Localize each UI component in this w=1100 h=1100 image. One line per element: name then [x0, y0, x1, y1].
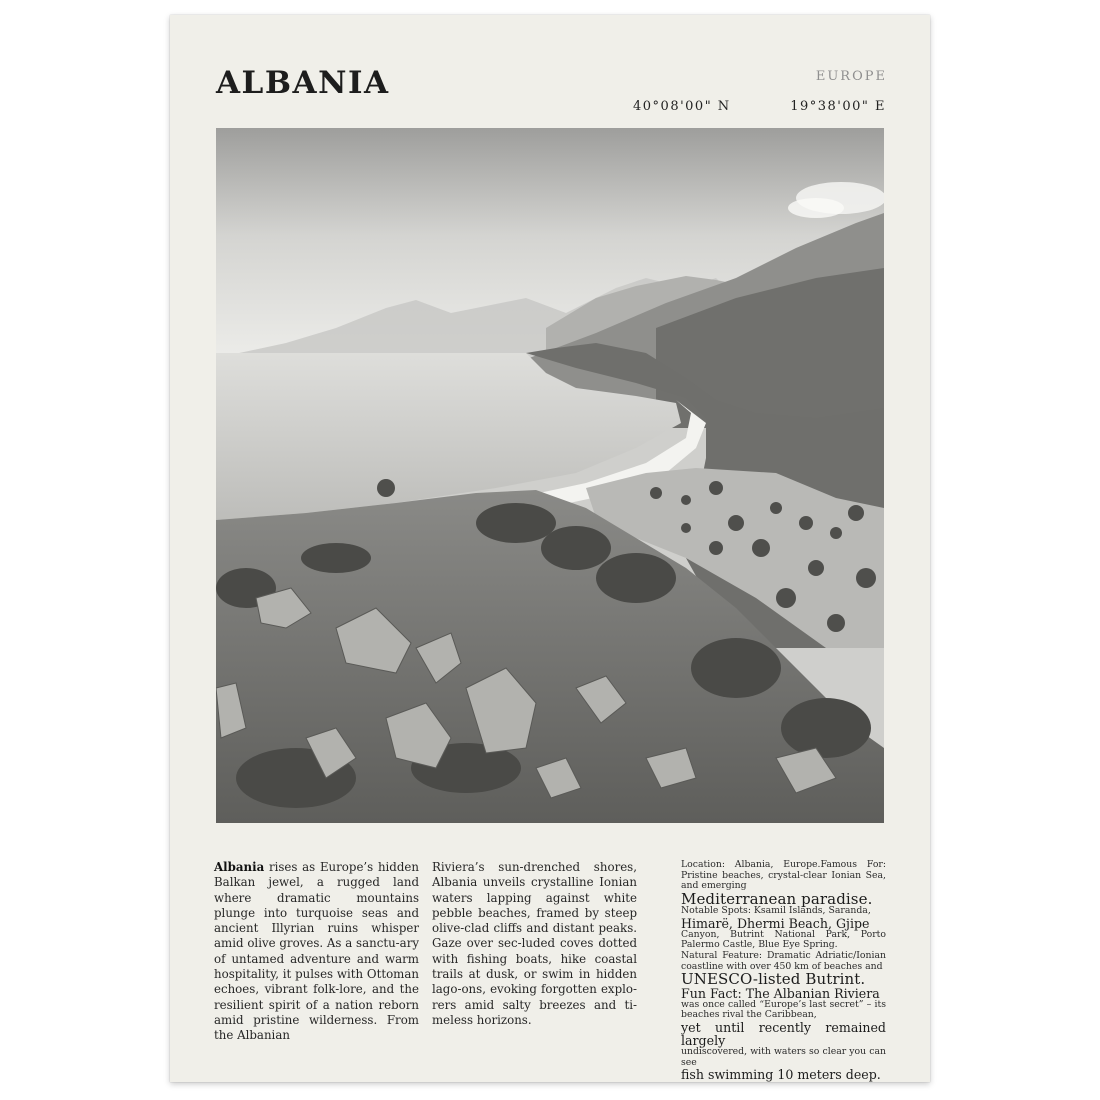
poster	[170, 15, 930, 1082]
description-column-2	[432, 860, 637, 1050]
facts-column	[681, 859, 886, 1083]
facts-natural-feature: Natural Feature: Dramatic Adriatic/Ionian coastline with over 450 km of beaches and	[681, 950, 886, 972]
facts-spots: Notable Spots: Ksamil Islands, Saranda,	[681, 905, 871, 917]
country-title: ALBANIA	[216, 65, 390, 101]
facts-fun-fact-3: undiscovered, with waters so clear you can see	[681, 1045, 886, 1068]
facts-fun-fact-4: fish swimming 10 meters deep.	[681, 1067, 881, 1083]
facts-fun-fact-2: yet until recently remained largely	[681, 1019, 886, 1048]
landscape-photo	[216, 128, 884, 823]
region-label: EUROPE	[815, 69, 887, 84]
coastline-illustration	[216, 128, 884, 823]
facts-fun-fact-label: Fun Fact: The Albanian Riviera	[681, 985, 880, 1001]
facts-fun-fact-1: was once called “Europe’s last secret” – its beaches rival the Caribbean,	[681, 998, 886, 1021]
description-text-2: Riviera’s sun-drenched shores, Albania unveils crystalline Ionian waters lapping against white pebble beaches, framed by steep olive-clad cliffs and distant peaks. Gaze over sec-luded coves dotted with fishing boats, hike coastal trails at dusk, or swim in hidden lago-ons, evoking forgotten explo-rers amid salty breezes and ti-meless horizons.	[432, 860, 637, 1027]
facts-spots-highlight: Himarë, Dhermi Beach, Gjipe	[681, 915, 870, 931]
description-text-1: rises as Europe’s hidden Balkan jewel, a rugged land where dramatic mountains plunge into turquoise seas and ancient Illyrian ruins whisper amid olive groves. As a sanctu-ary of untamed adventure and warm hospitality, it pulses with Ottoman echoes, vibrant folk-lore, and the resilient spirit of a nation reborn amid pristine wilderness. From the Albanian	[214, 860, 419, 1043]
longitude-label: 19°38'00" E	[790, 99, 886, 114]
lead-word: Albania	[214, 860, 265, 874]
facts-headline-2: UNESCO-listed Butrint.	[681, 970, 866, 989]
facts-location: Location: Albania, Europe.Famous For: Pristine beaches, crystal-clear Ionian Sea, and emerging	[681, 859, 886, 892]
facts-spots-more: Canyon, Butrint National Park, Porto Palermo Castle, Blue Eye Spring.	[681, 928, 886, 951]
facts-headline-1: Mediterranean paradise.	[681, 889, 873, 908]
description-column-1	[214, 860, 419, 1050]
latitude-label: 40°08'00" N	[633, 99, 731, 114]
